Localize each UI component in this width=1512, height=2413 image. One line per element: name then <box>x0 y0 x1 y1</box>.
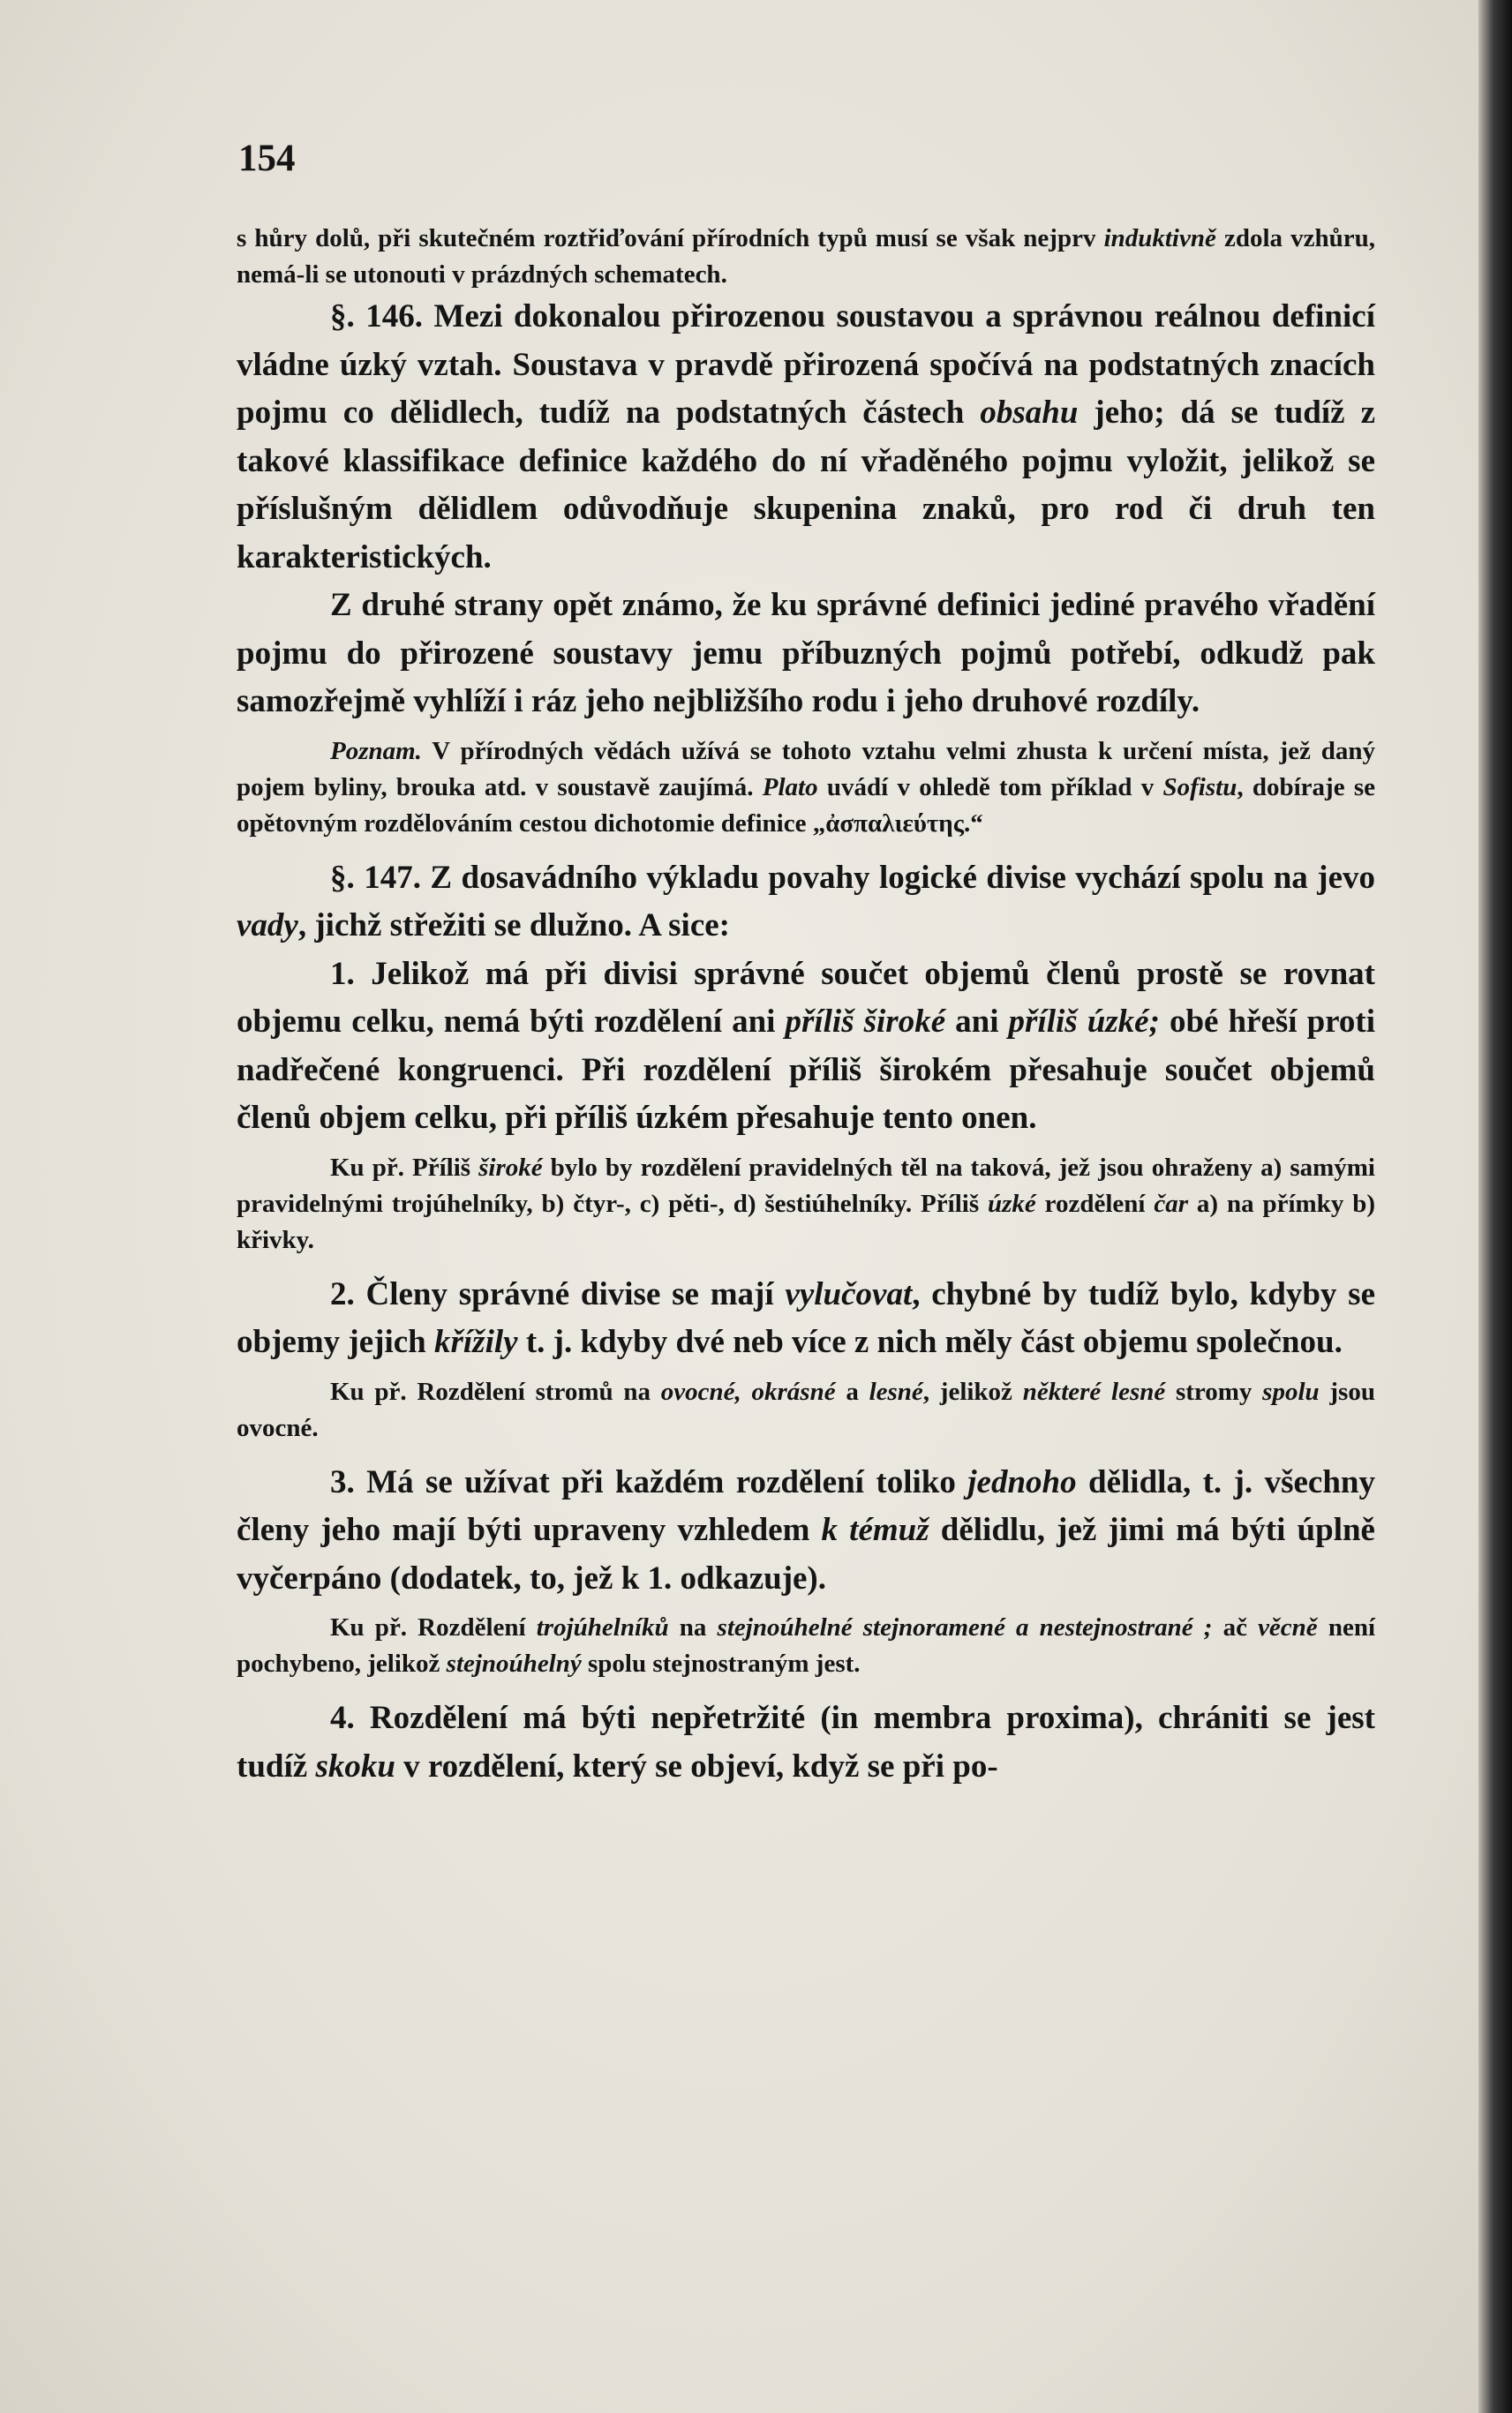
text-run: t. j. kdyby dvé neb více z nich měly část objemu společnou. <box>517 1324 1343 1360</box>
rule-1 <box>237 951 1375 1143</box>
paragraph-continuation <box>237 221 1375 293</box>
text-run: V přírodných vědách užívá se tohoto vztahu velmi zhusta k určení místa, jež daný pojem byliny, brouka atd. v soustavě zaujímá. <box>237 736 1375 801</box>
text-run: dělidlu, jež jimi má býti úplně vyčerpáno (dodatek, to, jež k 1. odkazuje). <box>237 1512 1375 1597</box>
text-run: jsou ovocné. <box>237 1377 1375 1442</box>
body-text <box>237 221 1375 1791</box>
text-run: jeho; dá se tudíž z takové klassifikace definice každého do ní vřaděného pojmu vyložit, jelikož se příslušným dělidlem odůvodňuje skupenina znaků, pro rod či druh ten karakteristických. <box>237 395 1375 575</box>
example-rule-3 <box>237 1610 1375 1682</box>
italic-run: spolu <box>1262 1377 1320 1406</box>
page-binding-edge <box>1478 0 1512 2413</box>
text-run: ani <box>945 1004 1009 1040</box>
italic-run: trojúhelníků <box>536 1613 669 1642</box>
text-run: Ku př. Rozdělení <box>330 1613 537 1642</box>
example-rule-1 <box>237 1150 1375 1259</box>
italic-run: Poznam. <box>330 736 422 765</box>
text-run: 3. Má se užívat při každém rozdělení toliko <box>330 1463 968 1500</box>
italic-run: Sofistu <box>1162 772 1237 801</box>
rule-2 <box>237 1271 1375 1367</box>
paragraph-section-147 <box>237 854 1375 951</box>
text-run: 1. Jelikož má při divisi správné součet objemů členů prostě se rovnat objemu celku, nemá býti rozdělení ani <box>237 955 1375 1040</box>
rule-4 <box>237 1695 1375 1791</box>
italic-run: stejnoúhelné stejnoramené a nestejnostrané ; <box>717 1613 1213 1642</box>
text-run: bylo by rozdělení pravidelných těl na taková, jež jsou ohraženy a) samými pravidelnými trojúhelníky, b) čtyr-, c) pěti-, d) šestiúhelníky. Příliš <box>237 1153 1375 1218</box>
italic-run: vady <box>237 907 298 943</box>
text-run: §. 146. Mezi dokonalou přirozenou soustavou a správnou reálnou definicí vládne úzký vztah. Soustava v pravdě přirozená spočívá na podstatných znacích pojmu co dělidlech, tudíž na podstatných částech <box>237 298 1375 431</box>
text-run: zdola vzhůru, nemá-li se utonouti v prázdných schematech. <box>237 224 1376 289</box>
paragraph-definition <box>237 582 1375 726</box>
italic-run: induktivně <box>1103 224 1216 252</box>
text-run: a <box>835 1377 869 1406</box>
text-run: v rozdělení, který se objeví, když se při po- <box>395 1748 998 1785</box>
italic-run: široké <box>478 1153 543 1182</box>
italic-run: věcně <box>1258 1613 1318 1642</box>
italic-run: křížily <box>434 1324 518 1360</box>
text-run: Z druhé strany opět známo, že ku správné definici jediné pravého vřadění pojmu do přirozené soustavy jemu příbuzných pojmů potřebí, odkudž pak samozřejmě vyhlíží i ráz jeho nejbližšího rodu i jeho druhové rozdíly. <box>237 587 1375 719</box>
italic-run: čar <box>1154 1189 1189 1218</box>
text-run: , chybné by tudíž bylo, kdyby se objemy jejich <box>237 1275 1375 1360</box>
italic-run: Plato <box>762 772 818 801</box>
paragraph-section-146 <box>237 293 1375 582</box>
text-run: uvádí v ohledě tom příklad v <box>817 772 1163 801</box>
text-run: a) na přímky b) křivky. <box>237 1189 1375 1254</box>
italic-run: příliš široké <box>785 1004 946 1040</box>
text-run: 4. Rozdělení má býti nepřetržité (in membra proxima), chrániti se jest tudíž <box>237 1700 1375 1785</box>
text-run: §. 147. Z dosavádního výkladu povahy logické divise vychází spolu na jevo <box>330 859 1375 896</box>
italic-run: obsahu <box>980 395 1079 431</box>
italic-run: některé lesné <box>1022 1377 1166 1406</box>
text-run: Ku př. Příliš <box>330 1153 479 1182</box>
page-number: 154 <box>238 138 296 179</box>
text-run: , jelikož <box>922 1377 1023 1406</box>
text-run: , dobíraje se opětovným rozdělováním cestou dichotomie definice „ἀσπαλιεύτης.“ <box>237 772 1375 838</box>
text-run: obé hřeší proti nadřečené kongruenci. Při rozdělení příliš širokém přesahuje součet objemů členů objem celku, při příliš úzkém přesahuje tento onen. <box>237 1004 1376 1136</box>
rule-3 <box>237 1459 1375 1604</box>
text-run: 2. Členy správné divise se mají <box>330 1275 786 1312</box>
italic-run: vylučovat <box>785 1275 913 1312</box>
italic-run: lesné <box>869 1377 923 1406</box>
italic-run: jednoho <box>967 1463 1077 1500</box>
text-run: spolu stejnostraným jest. <box>581 1650 861 1678</box>
italic-run: úzké <box>987 1189 1036 1218</box>
italic-run: skoku <box>315 1748 395 1785</box>
text-run: dělidla, t. j. všechny členy jeho mají býti upraveny vzhledem <box>237 1463 1375 1548</box>
text-run: není pochybeno, jelikož <box>237 1613 1375 1678</box>
italic-run: ovocné, okrásné <box>660 1377 836 1406</box>
text-run: ač <box>1212 1613 1259 1642</box>
text-run: s hůry dolů, při skutečném roztřiďování přírodních typů musí se však nejprv <box>237 224 1104 252</box>
italic-run: příliš úzké; <box>1008 1004 1160 1040</box>
note-poznam <box>237 733 1375 842</box>
text-run: Ku př. Rozdělení stromů na <box>330 1377 661 1406</box>
italic-run: stejnoúhelný <box>446 1650 582 1678</box>
italic-run: k témuž <box>821 1512 929 1548</box>
text-run: na <box>668 1613 718 1642</box>
example-rule-2 <box>237 1374 1375 1447</box>
text-run: rozdělení <box>1035 1189 1155 1218</box>
text-run: , jichž střežiti se dlužno. A sice: <box>297 907 730 943</box>
text-run: stromy <box>1165 1377 1263 1406</box>
